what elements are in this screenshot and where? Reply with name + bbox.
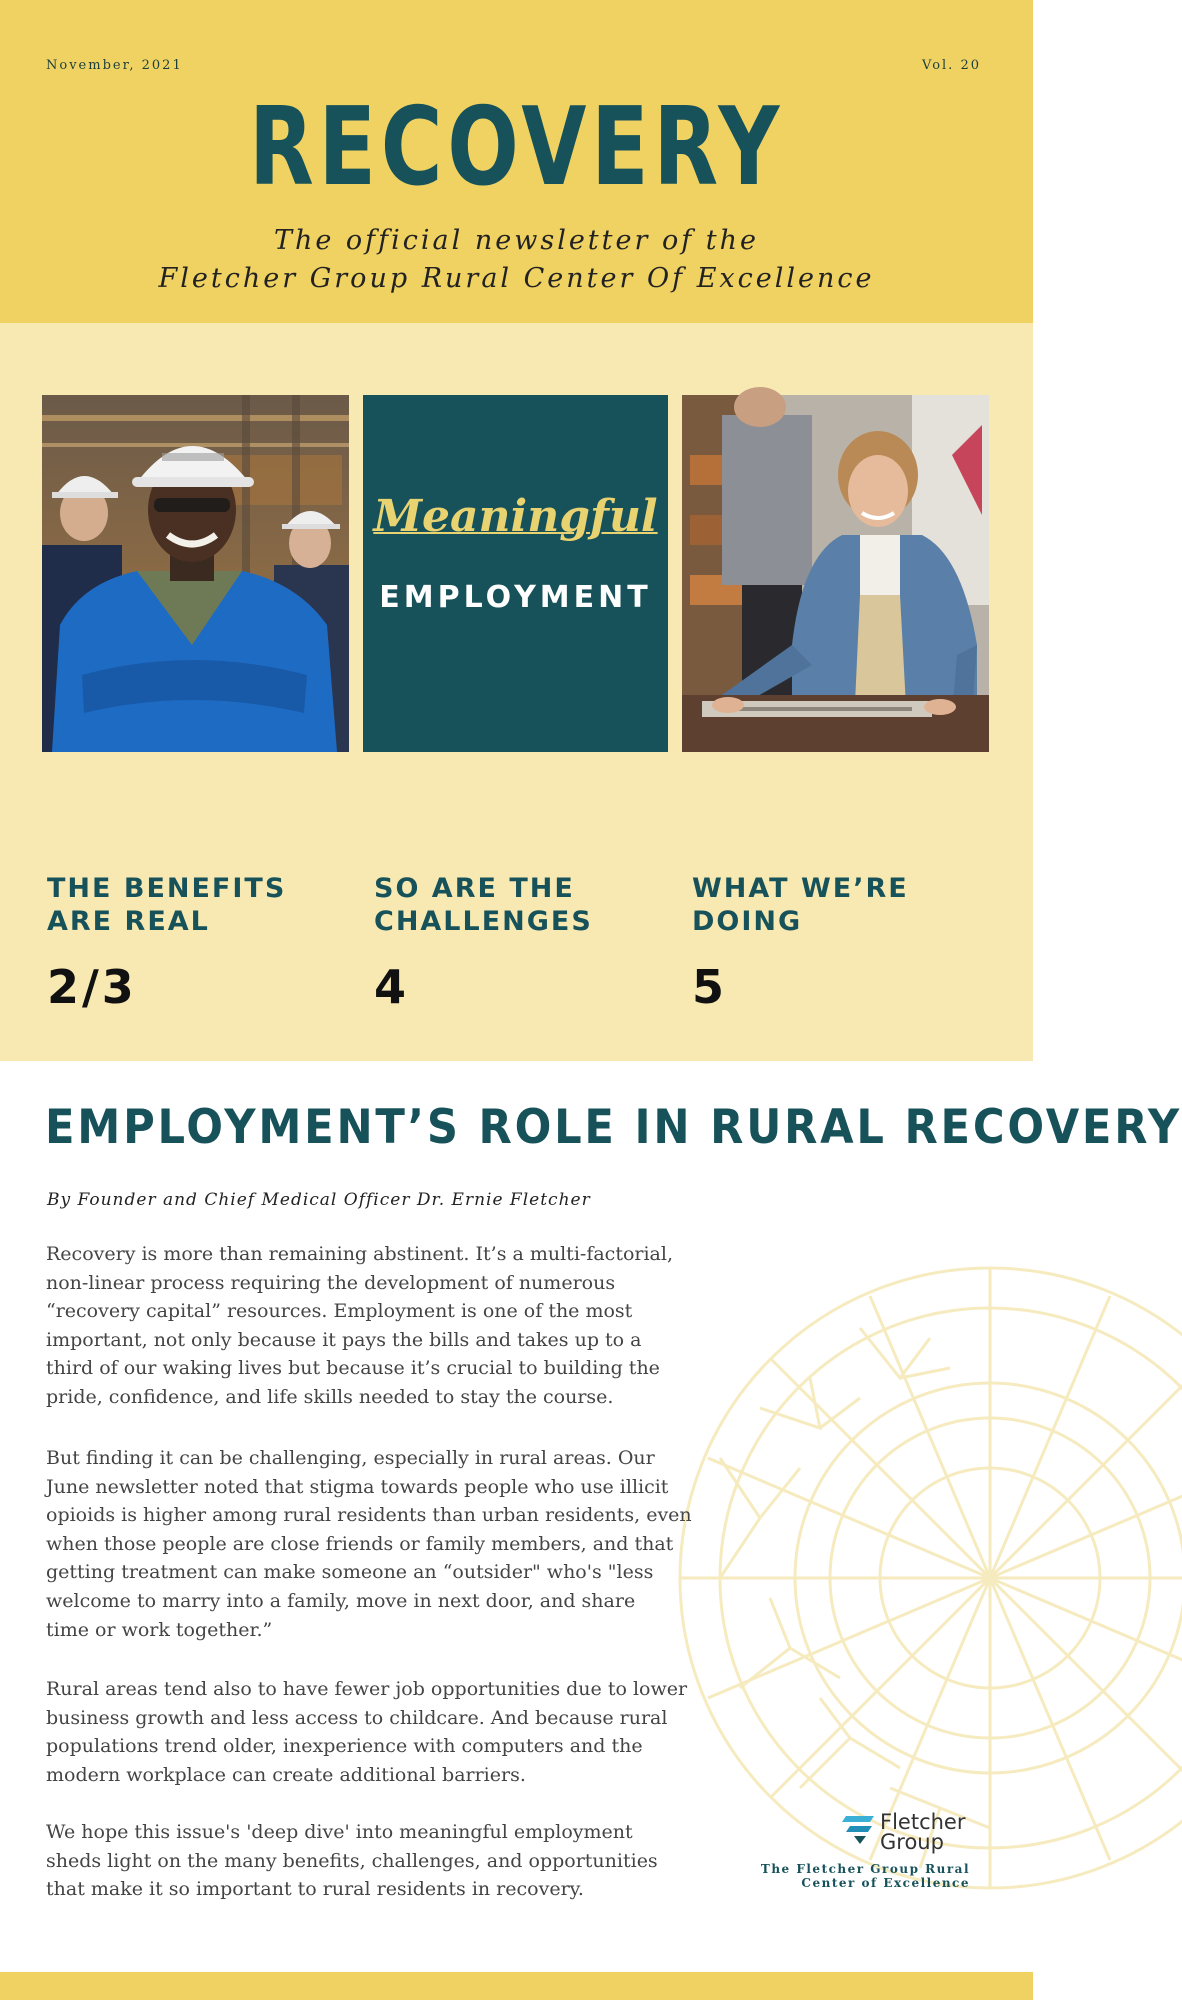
- article-paragraph-4: We hope this issue's 'deep dive' into meaningful employment sheds light on the many benefits, challenges, and opportunities that make it so important to rural residents in recovery.: [46, 1821, 658, 1901]
- issue-volume: Vol. 20: [922, 58, 981, 73]
- toc-item-doing[interactable]: [692, 872, 952, 1014]
- issue-date: November, 2021: [46, 58, 183, 73]
- logo-wordmark: Fletcher Group: [880, 1810, 966, 1854]
- toc-title: [374, 872, 634, 938]
- toc-page-number: 2/3: [47, 960, 137, 1014]
- masthead-title: RECOVERY: [248, 85, 785, 210]
- logo-tagline: The Fletcher Group Rural Center of Excellence: [760, 1862, 970, 1890]
- toc-title-line-2: ARE REAL: [47, 906, 210, 937]
- toc-title: [692, 872, 952, 938]
- article-paragraph-2: But finding it can be challenging, especially in rural areas. Our June newsletter noted that stigma towards people who use illicit opioids is higher among rural residents than urban residents, even when those people are close friends or family members, and that getting treatment can make someone an “outsider" who's "less welcome to marry into a family, move in next door, and share time or work together.”: [46, 1447, 692, 1641]
- toc-title-line-1: SO ARE THE: [374, 873, 575, 904]
- article-title: EMPLOYMENT’S ROLE IN RURAL RECOVERY: [45, 1100, 1182, 1155]
- toc-title-line-1: WHAT WE’RE: [692, 873, 909, 904]
- photo-workers-hard-hats: [42, 395, 349, 752]
- toc-title-line-2: CHALLENGES: [374, 906, 593, 937]
- photo-woman-workshop: [682, 395, 989, 752]
- footer-bar: [0, 1972, 1033, 2000]
- article-paragraph-1: Recovery is more than remaining abstinent. It’s a multi-factorial, non-linear process requiring the development of numerous “recovery capital” resources. Employment is one of the most important, not only because it pays the bills and takes up to a third of our waking lives but because it’s crucial to building the pride, confidence, and life skills needed to stay the course.: [46, 1243, 673, 1408]
- article-paragraph-3: Rural areas tend also to have fewer job opportunities due to lower business growth and less access to childcare. And because rural populations trend older, inexperience with computers and the modern workplace can create additional barriers.: [46, 1678, 688, 1786]
- subtitle-line-1: The official newsletter of the: [273, 225, 760, 256]
- toc-page-number: 5: [692, 960, 728, 1014]
- toc-title: [47, 872, 307, 938]
- meaningful-employment-tile: [363, 395, 668, 752]
- fletcher-group-logo: [750, 1810, 1000, 1890]
- toc-item-challenges[interactable]: [374, 872, 634, 1014]
- tile-script-word: Meaningful: [373, 491, 658, 542]
- subtitle-line-2: Fletcher Group Rural Center Of Excellence: [158, 263, 875, 294]
- toc-page-number: 4: [374, 960, 410, 1014]
- masthead-subtitle: [0, 222, 1033, 298]
- article-byline: By Founder and Chief Medical Officer Dr. Ernie Fletcher: [47, 1190, 591, 1210]
- tile-block-word: EMPLOYMENT: [379, 580, 652, 615]
- toc-title-line-2: DOING: [692, 906, 803, 937]
- fletcher-logo-mark-icon: [842, 1814, 876, 1846]
- toc-title-line-1: THE BENEFITS: [47, 873, 287, 904]
- toc-item-benefits[interactable]: [47, 872, 307, 1014]
- header-band: [0, 0, 1033, 323]
